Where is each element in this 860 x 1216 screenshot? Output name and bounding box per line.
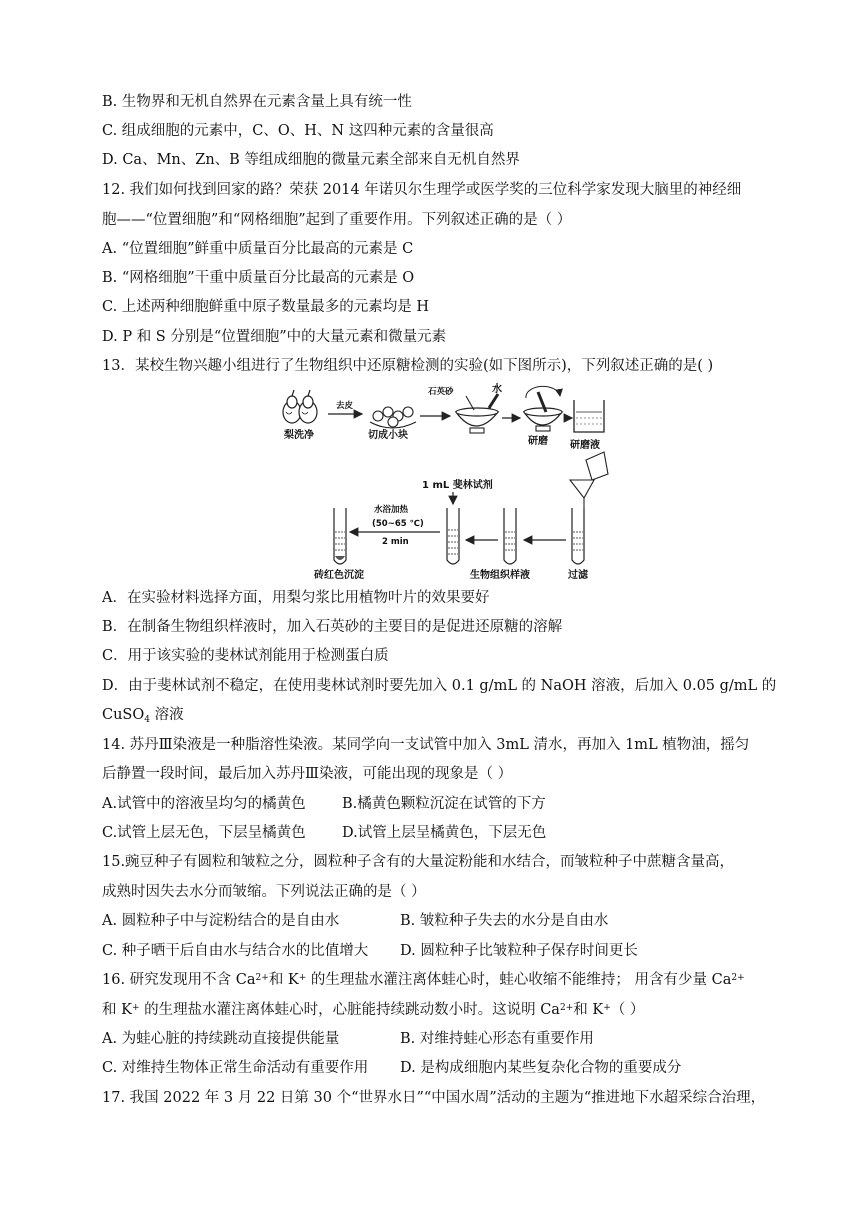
q16-s2-b: 的生理盐水灌注离体蛙心时，心脏能持续跳动数小时。这说明 Ca — [139, 1002, 560, 1018]
q12-option-c: C. 上述两种细胞鲜重中原子数量最多的元素均是 H — [102, 299, 430, 315]
grinding-icon — [524, 386, 562, 431]
label-pear: 梨洗净 — [284, 430, 314, 441]
q15-option-b: B. 皱粒种子失去的水分是自由水 — [400, 913, 609, 929]
funnel-icon — [570, 452, 608, 508]
q11-option-b: B. 生物界和无机自然界在元素含量上具有统一性 — [102, 94, 412, 110]
q15-option-d: D. 圆粒种子比皱粒种子保存时间更长 — [400, 943, 638, 959]
q14-option-a: A.试管中的溶液呈均匀的橘黄色 — [102, 796, 306, 812]
q16-s2-d: （ ） — [610, 1002, 645, 1018]
q16-s2-sup3: + — [603, 1003, 611, 1013]
q15-stem-line-1: 15.豌豆种子有圆粒和皱粒之分，圆粒种子含有的大量淀粉能和水结合，而皱粒种子中蔗糖含量高， — [102, 854, 735, 870]
label-sample: 生物组织样液 — [470, 570, 530, 581]
q14-option-d: D.试管上层呈橘黄色，下层无色 — [342, 825, 547, 841]
mortar-icon — [456, 394, 498, 433]
q13-option-c: C．用于该实验的斐林试剂能用于检测蛋白质 — [102, 648, 389, 664]
label-grind: 研磨 — [528, 436, 548, 447]
label-water: 水 — [492, 384, 502, 395]
q16-option-a: A. 为蛙心脏的持续跳动直接提供能量 — [102, 1031, 340, 1047]
q11-option-d: D. Ca、Mn、Zn、B 等组成细胞的微量元素全部来自无机自然界 — [102, 152, 520, 168]
q16-s1-c: 的生理盐水灌注离体蛙心时，蛙心收缩不能维持； 用含有少量 Ca — [306, 972, 732, 988]
q16-option-b: B. 对维持蛙心形态有重要作用 — [400, 1031, 594, 1047]
q16-option-c: C. 对维持生物体正常生命活动有重要作用 — [102, 1060, 369, 1076]
q16-option-d: D. 是构成细胞内某些复杂化合物的重要成分 — [400, 1060, 682, 1076]
q16-s1-sup2: + — [298, 973, 307, 983]
q17-stem-line-1: 17. 我国 2022 年 3 月 22 日第 30 个“世界水日”“中国水周”活动的主题为“推进地下水超采综合治理， — [102, 1090, 766, 1106]
fehling-tube-icon — [447, 508, 459, 564]
label-bath-2: (50~65 ℃) — [372, 519, 424, 529]
pear-icon — [283, 390, 317, 423]
label-precipitate: 砖红色沉淀 — [314, 570, 364, 581]
q12-stem-line-1: 12. 我们如何找到回家的路？荣获 2014 年诺贝尔生理学或医学奖的三位科学家发现大脑里的神经细 — [102, 182, 742, 198]
q13-option-d-line-1: D．由于斐林试剂不稳定，在使用斐林试剂时要先加入 0.1 g/mL 的 NaOH 溶液，后加入 0.05 g/mL 的 — [102, 678, 777, 694]
q14-option-c: C.试管上层无色，下层呈橘黄色 — [102, 825, 306, 841]
filter-tube-icon — [572, 508, 584, 564]
label-fehling: 1 mL 斐林试剂 — [422, 480, 493, 491]
experiment-diagram — [270, 382, 610, 582]
q12-option-b: B. “网格细胞”干重中质量百分比最高的元素是 O — [102, 270, 415, 286]
cuso4-suffix: 溶液 — [150, 707, 184, 723]
q16-stem-line-1 — [102, 970, 802, 990]
result-tube-icon — [334, 508, 346, 564]
cut-pieces-icon — [370, 407, 416, 428]
q14-option-b: B.橘黄色颗粒沉淀在试管的下方 — [342, 796, 546, 812]
q16-s2-c: 和 K — [573, 1002, 604, 1018]
q16-s1-b: 和 K — [268, 972, 299, 988]
q16-s1-sup3: 2+ — [731, 973, 745, 983]
beaker-icon — [574, 400, 604, 432]
cuso4-text: CuSO — [102, 707, 145, 723]
q14-stem-line-2: 后静置一段时间，最后加入苏丹Ⅲ染液，可能出现的现象是（ ） — [102, 766, 513, 782]
experiment-figure — [270, 382, 610, 582]
sample-tube-icon — [504, 508, 516, 564]
label-cut: 切成小块 — [368, 430, 408, 441]
q14-stem-line-1: 14. 苏丹Ⅲ染液是一种脂溶性染液。某同学向一支试管中加入 3mL 清水，再加入 1mL 植物油，摇匀 — [102, 737, 750, 753]
label-bath-1: 水浴加热 — [374, 505, 409, 515]
label-peel: 去皮 — [336, 401, 354, 411]
q16-s1-a: 16. 研究发现用不含 Ca — [102, 972, 256, 988]
q13-option-b: B．在制备生物组织样液时，加入石英砂的主要目的是促进还原糖的溶解 — [102, 619, 563, 635]
q13-option-d-line-2 — [102, 705, 802, 725]
q15-option-c: C. 种子晒干后自由水与结合水的比值增大 — [102, 943, 369, 959]
cuso4-subscript: 4 — [144, 715, 150, 725]
label-grind-liquid: 研磨液 — [570, 440, 600, 451]
q15-option-a: A. 圆粒种子中与淀粉结合的是自由水 — [102, 913, 340, 929]
label-sand: 石英砂 — [428, 387, 454, 397]
q16-stem-line-2 — [102, 1000, 802, 1020]
q16-s2-sup2: 2+ — [559, 1003, 574, 1013]
q13-stem: 13．某校生物兴趣小组进行了生物组织中还原糖检测的实验(如下图所示)，下列叙述正确的是( ) — [102, 358, 714, 374]
q12-option-d: D. P 和 S 分别是“位置细胞”中的大量元素和微量元素 — [102, 329, 447, 345]
q12-stem-line-2: 胞——“位置细胞”和“网格细胞”起到了重要作用。下列叙述正确的是（ ） — [102, 212, 572, 228]
q15-stem-line-2: 成熟时因失去水分而皱缩。下列说法正确的是（ ） — [102, 884, 426, 900]
label-bath-3: 2 min — [382, 537, 409, 547]
q12-option-a: A. “位置细胞”鲜重中质量百分比最高的元素是 C — [102, 241, 414, 257]
label-filter: 过滤 — [568, 570, 588, 581]
q16-s2-sup1: + — [131, 1003, 140, 1013]
q13-option-a: A．在实验材料选择方面，用梨匀浆比用植物叶片的效果要好 — [102, 590, 490, 606]
q16-s1-sup1: 2+ — [255, 973, 269, 983]
q16-s2-a: 和 K — [102, 1002, 132, 1018]
q11-option-c: C. 组成细胞的元素中，C、O、H、N 这四种元素的含量很高 — [102, 123, 494, 139]
